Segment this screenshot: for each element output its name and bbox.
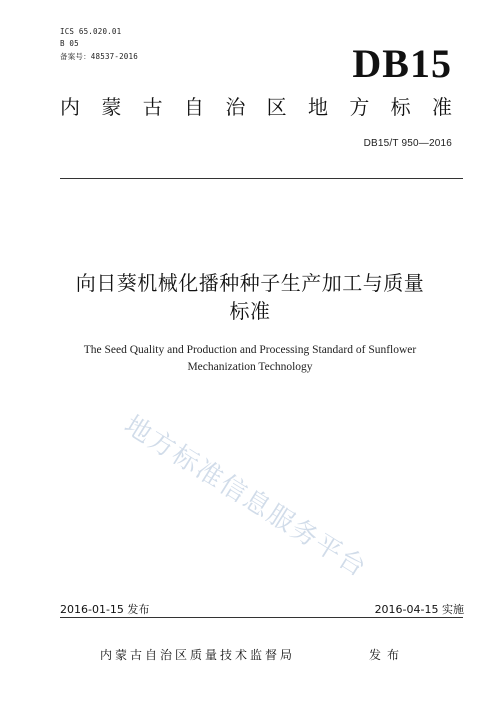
chinese-title-line-1: 向日葵机械化播种种子生产加工与质量 [75, 271, 425, 295]
issuing-bureau: 内蒙古自治区质量技术监督局 [100, 648, 296, 662]
filing-number: 备案号：48537-2016 [60, 52, 138, 61]
watermark-text: 地方标准信息服务平台 [118, 410, 373, 584]
issue-label: 发布 [369, 648, 406, 662]
footer-divider [60, 617, 463, 618]
issuing-authority-heading: 内蒙古自治区地方标准 [60, 95, 452, 119]
chinese-title-line-2: 标准 [229, 299, 271, 323]
ics-code: ICS 65.020.01 [60, 27, 122, 36]
standard-code: DB15/T 950—2016 [363, 138, 452, 149]
english-title-line-2: Mechanization Technology [187, 361, 313, 373]
implementation-date: 2016-04-15 实施 [374, 603, 464, 616]
english-title-line-1: The Seed Quality and Production and Processing Standard of Sunflower [83, 344, 417, 356]
db15-logo: DB15 [352, 41, 452, 86]
issue-date: 2016-01-15 发布 [60, 603, 150, 616]
ccs-code: B 05 [60, 39, 79, 48]
header-divider [60, 178, 463, 179]
